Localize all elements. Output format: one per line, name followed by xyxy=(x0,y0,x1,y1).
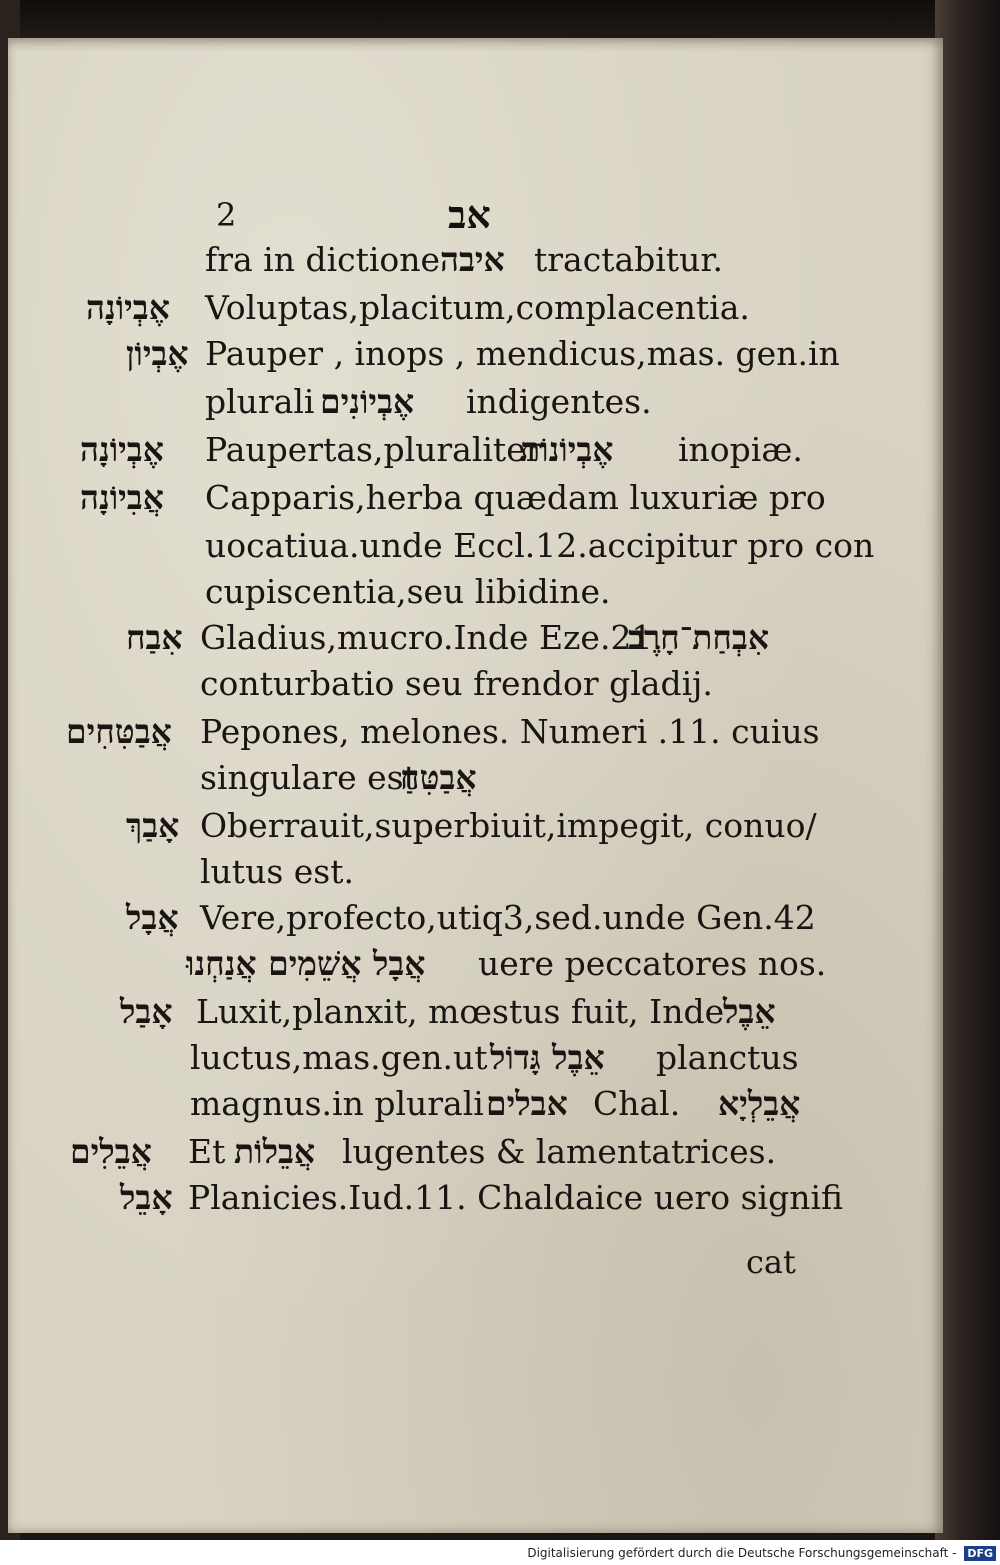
latin-text: plurali xyxy=(205,382,315,421)
latin-text: Pepones, melones. Numeri .11. cuius xyxy=(200,712,820,751)
latin-text: uocatiua.unde Eccl.12.accipitur pro con xyxy=(205,526,875,565)
latin-text: Chal. xyxy=(593,1084,681,1123)
latin-text: Vere,profecto,utiq3,sed.unde Gen.42 xyxy=(200,898,816,937)
hebrew-text: אֵבֶל גָּדוֹל xyxy=(490,1038,605,1077)
footer-bar xyxy=(0,1540,1000,1565)
latin-text: Pauper , inops , mendicus,mas. gen.in xyxy=(205,334,840,373)
latin-text: planctus xyxy=(656,1038,799,1077)
hebrew-text: אֲבֵלְיָא xyxy=(718,1084,801,1123)
hebrew-headword: אָבַךְ xyxy=(126,806,180,845)
latin-text: indigentes. xyxy=(466,382,652,421)
book-page xyxy=(8,38,943,1533)
latin-text: Gladius,mucro.Inde Eze.21. xyxy=(200,618,663,657)
hebrew-headword: אֶבְיוֹן xyxy=(126,334,189,373)
hebrew-headword: אָבַל xyxy=(120,992,173,1031)
latin-text: cupiscentia,seu libidine. xyxy=(205,572,611,611)
latin-text: uere peccatores nos. xyxy=(478,944,827,983)
latin-text: Planicies.Iud.11. Chaldaice uero signifi xyxy=(188,1178,844,1217)
latin-text: fra in dictione xyxy=(205,240,441,279)
page-header xyxy=(8,188,943,248)
hebrew-text: אֲבַטִּחַ xyxy=(400,758,477,797)
hebrew-text: אִבְחַת־חָרֶב xyxy=(628,618,770,657)
hebrew-headword: אֲבֵלִים xyxy=(70,1132,152,1171)
hebrew-text: אֵבֶל xyxy=(723,992,776,1031)
hebrew-text: אֲבֵלוֹת xyxy=(234,1132,316,1171)
latin-text: conturbatio seu frendor gladij. xyxy=(200,664,713,703)
hebrew-text: איבה xyxy=(440,240,505,279)
funding-credit: Digitalisierung gefördert durch die Deutsche Forschungsgemeinschaft - xyxy=(527,1546,957,1560)
running-head: אב xyxy=(448,192,491,237)
latin-text: magnus.in plurali xyxy=(190,1084,484,1123)
latin-text: luctus,mas.gen.ut xyxy=(190,1038,488,1077)
hebrew-headword: אֲבַטִּחִים xyxy=(66,712,172,751)
dfg-logo-icon: DFG xyxy=(964,1546,996,1561)
latin-text: lugentes & lamentatrices. xyxy=(342,1132,777,1171)
hebrew-headword: אֲבִיוֹנָה xyxy=(80,478,164,517)
latin-text: Oberrauit,superbiuit,impegit, conuo/ xyxy=(200,806,817,845)
hebrew-headword: אָבֵל xyxy=(120,1178,173,1217)
catchword: cat xyxy=(746,1243,796,1281)
hebrew-headword: אֲבָל xyxy=(126,898,179,937)
latin-text: Capparis,herba quædam luxuriæ pro xyxy=(205,478,826,517)
hebrew-headword: אֶבְיוֹנָה xyxy=(86,288,170,327)
hebrew-headword: אֶבְיוֹנָה xyxy=(80,430,164,469)
hebrew-headword: אִבַח xyxy=(126,618,183,657)
latin-text: singulare est xyxy=(200,758,417,797)
latin-text: lutus est. xyxy=(200,852,354,891)
hebrew-text: אֲבָל אֲשֵׁמִים אֲנַחְנוּ xyxy=(186,944,426,983)
hebrew-text: אבלים xyxy=(486,1084,568,1123)
latin-text: inopiæ. xyxy=(678,430,803,469)
hebrew-text: אֶבְיוֹנוֹת xyxy=(520,430,614,469)
latin-text: Voluptas,placitum,complacentia. xyxy=(205,288,750,327)
book-edge xyxy=(935,0,1000,1540)
hebrew-text: אֶבְיוֹנִים xyxy=(320,382,415,421)
latin-text: Et xyxy=(188,1132,226,1171)
latin-text: tractabitur. xyxy=(534,240,723,279)
folio-number: 2 xyxy=(216,196,237,234)
latin-text: Luxit,planxit, mœstus fuit, Inde xyxy=(196,992,725,1031)
latin-text: Paupertas,pluraliter xyxy=(205,430,542,469)
